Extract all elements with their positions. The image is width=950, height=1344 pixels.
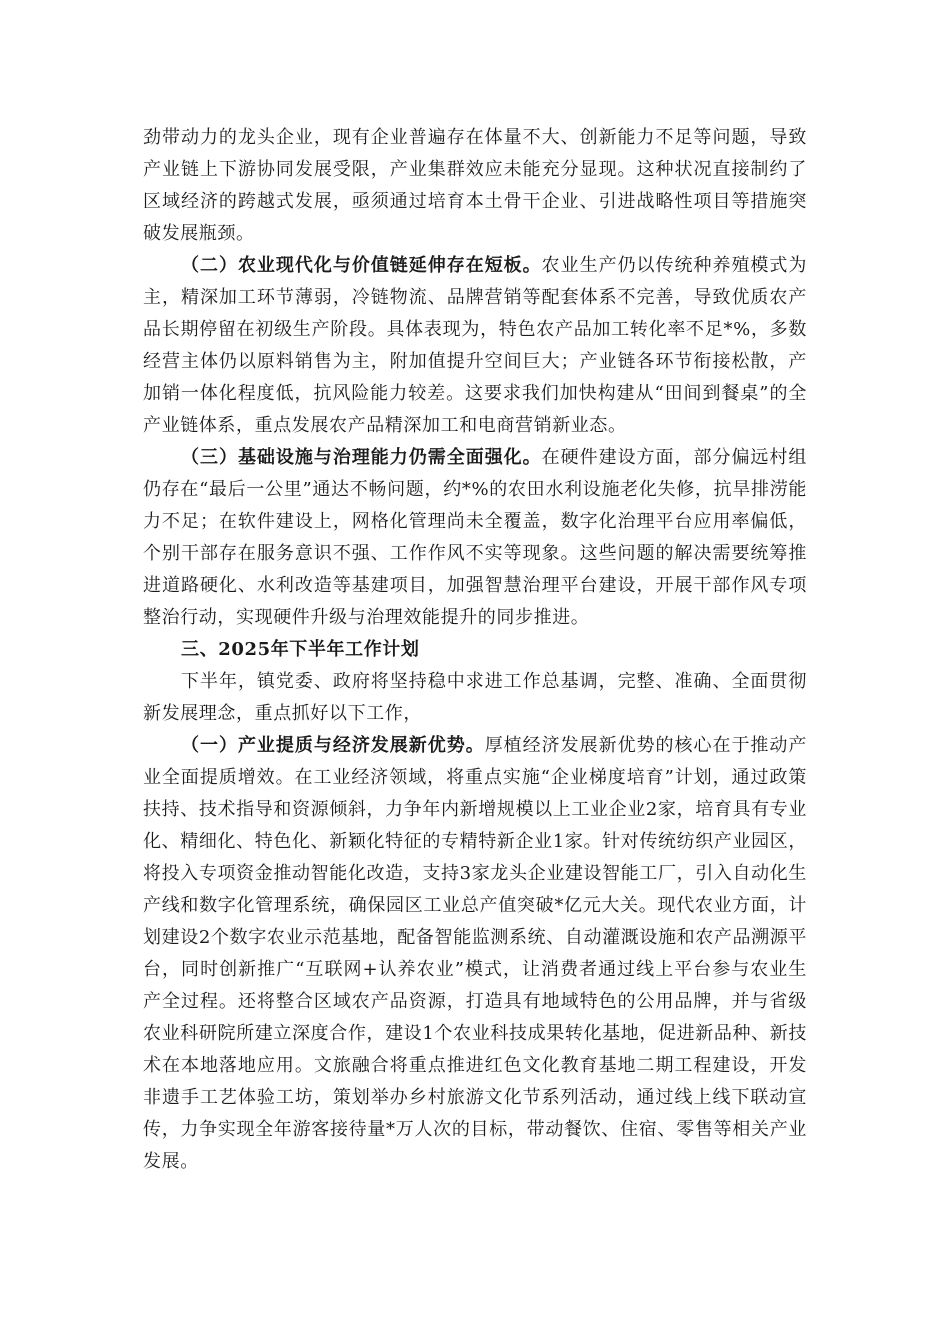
paragraph-body-industry: 厚植经济发展新优势的核心在于推动产业全面提质增效。在工业经济领域，将重点实施“企业梯度培育”计划，通过政策扶持、技术指导和资源倾斜，力争年内新增规模以上工业企业2家，培育具有专业化、精细化、特色化、新颖化特征的专精特新企业1家。针对传统纺织产业园区，将投入专项资金推动智能化改造，支持3家龙头企业建设智能工厂，引入自动化生产线和数字化管理系统，确保园区工业总产值突破*亿元大关。现代农业方面，计划建设2个数字农业示范基地，配备智能监测系统、自动灌溉设施和农产品溯源平台，同时创新推广“互联网+认养农业”模式，让消费者通过线上平台参与农业生产全过程。还将整合区域农产品资源，打造具有地域特色的公用品牌，并与省级农业科研院所建立深度合作，建设1个农业科技成果转化基地，促进新品种、新技术在本地落地应用。文旅融合将重点推进红色文化教育基地二期工程建设，开发非遗手工艺体验工坊，策划举办乡村旅游文化节系列活动，通过线上线下联动宣传，力争实现全年游客接待量*万人次的目标，带动餐饮、住宿、零售等相关产业发展。	[143, 735, 807, 1172]
paragraph-continuation: 劲带动力的龙头企业，现有企业普遍存在体量不大、创新能力不足等问题，导致产业链上下游协同发展受限，产业集群效应未能充分显现。这种状况直接制约了区域经济的跨越式发展，亟须通过培育本土骨干企业、引进战略性项目等措施突破发展瓶颈。	[143, 127, 807, 244]
paragraph-industry	[143, 730, 807, 1178]
paragraph-lead-infrastructure: （三）基础设施与治理能力仍需全面强化。	[181, 447, 542, 468]
paragraph-lead-agriculture: （二）农业现代化与价值链延伸存在短板。	[181, 255, 542, 276]
document-page	[143, 122, 807, 1178]
paragraph-agriculture	[143, 250, 807, 442]
paragraph-body-infrastructure: 在硬件建设方面，部分偏远村组仍存在“最后一公里”通达不畅问题，约*%的农田水利设施老化失修，抗旱排涝能力不足；在软件建设上，网格化管理尚未全覆盖，数字化治理平台应用率偏低，个别干部存在服务意识不强、工作作风不实等现象。这些问题的解决需要统筹推进道路硬化、水利改造等基建项目，加强智慧治理平台建设，开展干部作风专项整治行动，实现硬件升级与治理效能提升的同步推进。	[143, 447, 807, 628]
section-heading-work-plan: 三、2025年下半年工作计划	[181, 639, 420, 660]
paragraph-lead-industry: （一）产业提质与经济发展新优势。	[181, 735, 485, 756]
paragraph-body-agriculture: 农业生产仍以传统种养殖模式为主，精深加工环节薄弱，冷链物流、品牌营销等配套体系不完善，导致优质农产品长期停留在初级生产阶段。具体表现为，特色农产品加工转化率不足*%，多数经营主体仍以原料销售为主，附加值提升空间巨大；产业链各环节衔接松散，产加销一体化程度低，抗风险能力较差。这要求我们加快构建从“田间到餐桌”的全产业链体系，重点发展农产品精深加工和电商营销新业态。	[143, 255, 807, 436]
paragraph-infrastructure	[143, 442, 807, 634]
paragraph-work-plan-intro: 下半年，镇党委、政府将坚持稳中求进工作总基调，完整、准确、全面贯彻新发展理念，重点抓好以下工作，	[143, 671, 807, 724]
